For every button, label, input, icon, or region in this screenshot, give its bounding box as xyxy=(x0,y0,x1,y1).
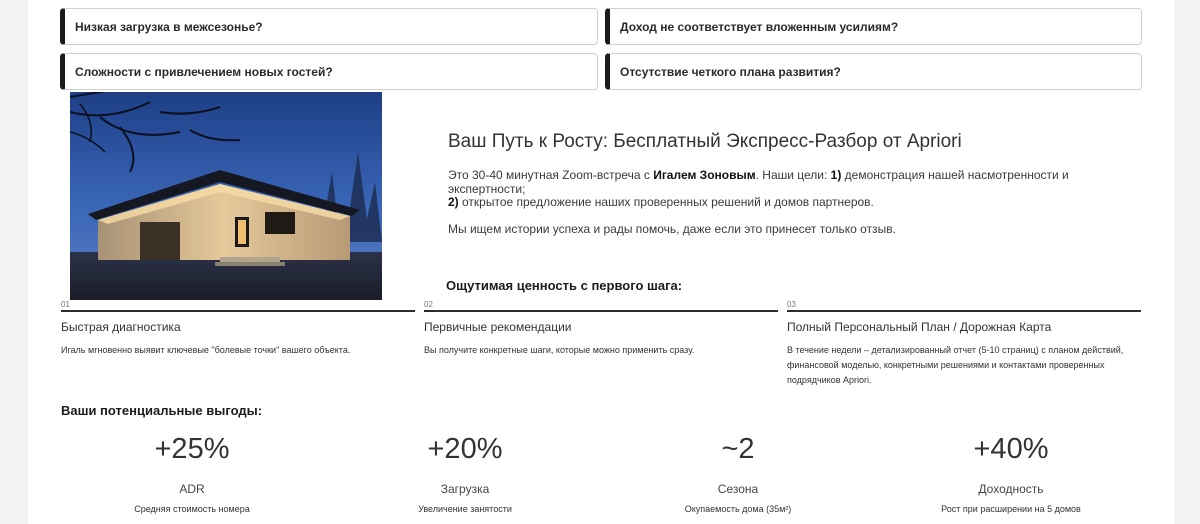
intro-text: Это 30-40 минутная Zoom-встреча с xyxy=(448,168,654,182)
step-title: Первичные рекомендации xyxy=(424,320,572,334)
pain-card-label: Низкая загрузка в межсезонье? xyxy=(75,19,263,34)
step-number: 02 xyxy=(424,300,433,309)
metric-value: +20% xyxy=(427,433,503,465)
step-item xyxy=(61,300,415,358)
metric-value: +40% xyxy=(973,433,1049,465)
metric-value: +25% xyxy=(154,433,230,465)
pain-card-income[interactable] xyxy=(605,8,1142,45)
step-divider xyxy=(61,310,415,312)
pain-card-no-plan[interactable] xyxy=(605,53,1142,90)
metric-label: ADR xyxy=(179,482,205,496)
metric-description: Средняя стоимость номера xyxy=(134,504,250,514)
intro-paragraph-3: Мы ищем истории успеха и рады помочь, даже если это принесет только отзыв. xyxy=(448,222,896,236)
benefits-heading: Ваши потенциальные выгоды: xyxy=(61,403,263,418)
pain-card-label: Отсутствие четкого плана развития? xyxy=(620,64,841,79)
expert-name: Игалем Зоновым xyxy=(653,168,756,182)
metric-profitability xyxy=(871,433,1151,514)
metric-description: Рост при расширении на 5 домов xyxy=(941,504,1081,514)
metric-occupancy xyxy=(325,433,605,514)
page xyxy=(28,0,1174,524)
step-description: Вы получите конкретные шаги, которые можно применить сразу. xyxy=(424,345,695,355)
intro-text: . Наши цели: xyxy=(755,168,831,182)
intro-paragraph-2 xyxy=(448,195,1148,209)
metric-label: Сезона xyxy=(717,482,759,496)
step-item xyxy=(424,300,778,358)
pain-card-low-occupancy[interactable] xyxy=(60,8,598,45)
pain-card-label: Сложности с привлечением новых гостей? xyxy=(75,64,333,79)
value-heading: Ощутимая ценность с первого шага: xyxy=(446,278,683,293)
metric-value: ~2 xyxy=(721,433,755,465)
metric-description: Увеличение занятости xyxy=(418,504,512,514)
metric-label: Доходность xyxy=(978,482,1044,496)
step-item xyxy=(787,300,1141,388)
intro-text: демонстрация нашей насмотренности и экспертности; xyxy=(448,168,1069,196)
house-photo xyxy=(70,92,382,300)
goal-number: 1) xyxy=(830,168,842,182)
metric-adr xyxy=(52,433,332,514)
goal-number: 2) xyxy=(448,195,459,209)
step-number: 01 xyxy=(61,300,70,309)
pain-card-label: Доход не соответствует вложенным усилиям? xyxy=(620,19,899,34)
step-divider xyxy=(424,310,778,312)
pain-card-new-guests[interactable] xyxy=(60,53,598,90)
step-title: Полный Персональный План / Дорожная Карта xyxy=(787,320,1052,334)
metric-label: Загрузка xyxy=(440,482,490,496)
step-number: 03 xyxy=(787,300,796,309)
step-divider xyxy=(787,310,1141,312)
step-description: Игаль мгновенно выявит ключевые "болевые точки" вашего объекта. xyxy=(61,345,351,355)
step-description: В течение недели – детализированный отчет (5-10 страниц) с планом действий, финансовой моделью, конкретными решениями и контактами проверенных подрядчиков Apriori. xyxy=(787,345,1124,385)
metric-seasons xyxy=(598,433,878,514)
intro-paragraph-1 xyxy=(448,168,1148,196)
metric-description: Окупаемость дома (35м²) xyxy=(684,504,792,514)
intro-title: Ваш Путь к Росту: Бесплатный Экспресс-Разбор от Apriori xyxy=(448,131,962,152)
step-title: Быстрая диагностика xyxy=(61,320,181,334)
intro-text: открытое предложение наших проверенных решений и домов партнеров. xyxy=(458,195,874,209)
